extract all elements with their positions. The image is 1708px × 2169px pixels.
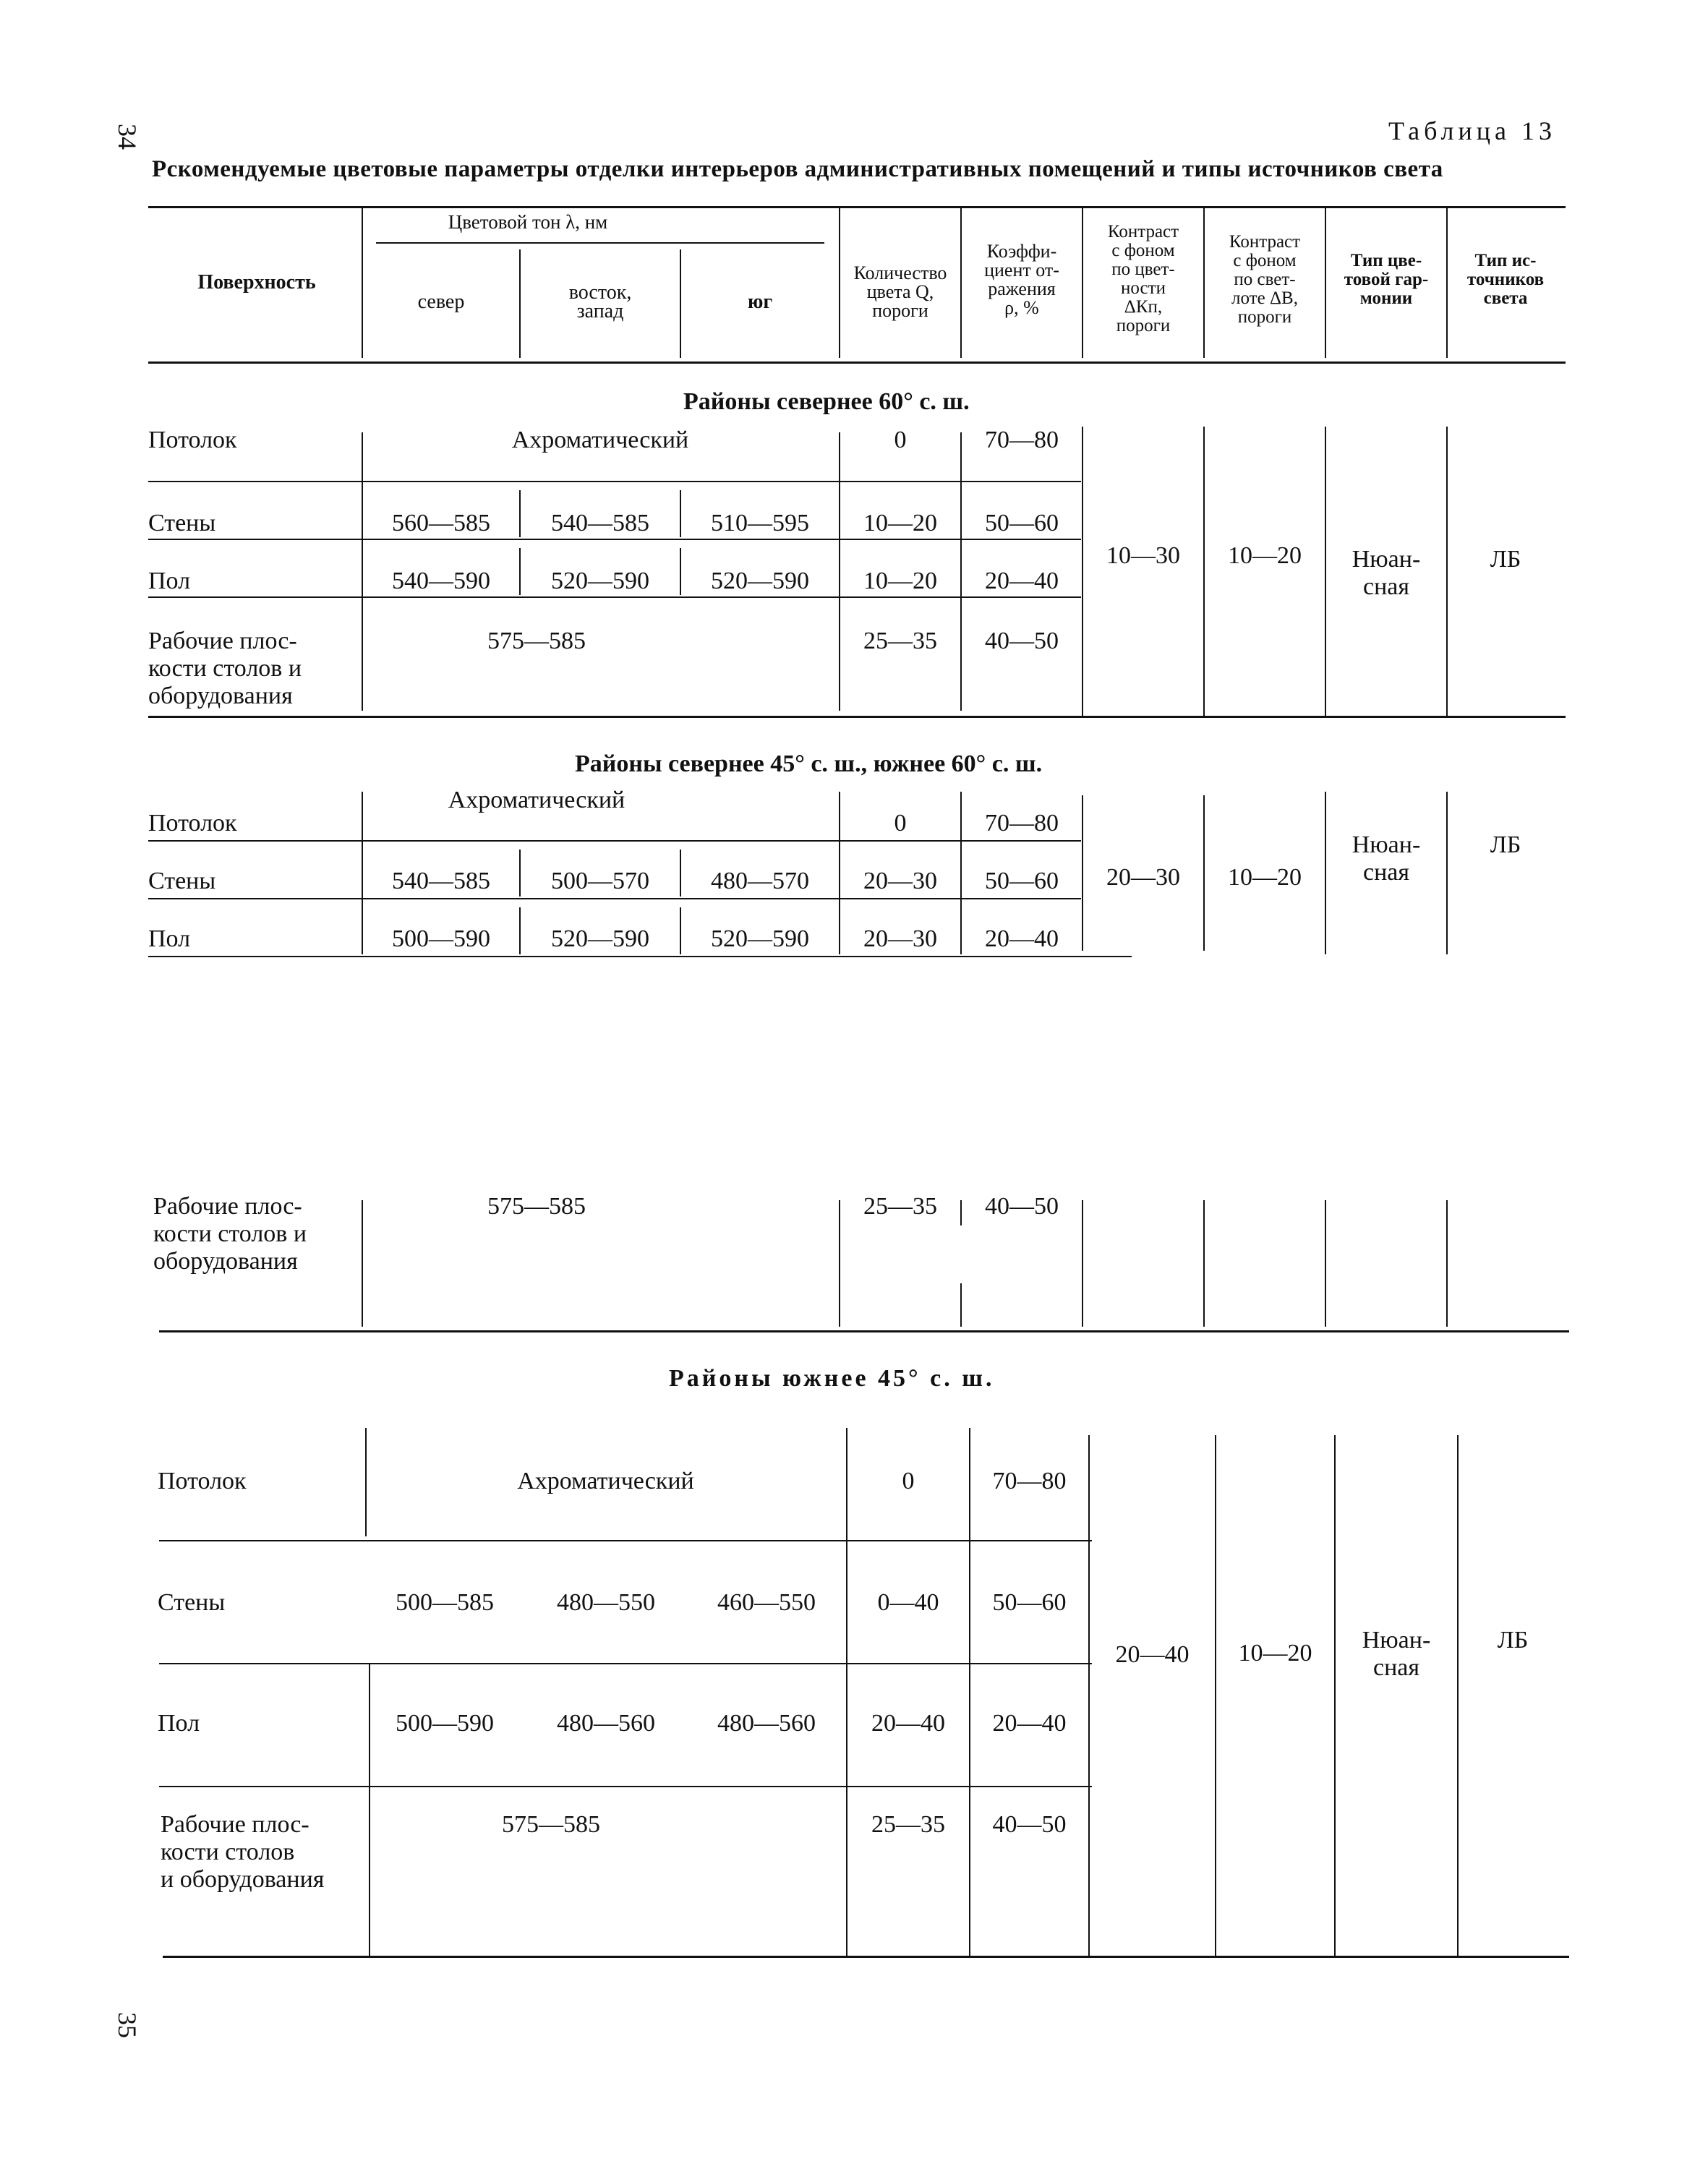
s2-floor-label: Пол (148, 925, 191, 952)
table-title: Рскомендуемые цветовые параметры отделки интерьеров административных помещений и типы источников света (152, 156, 1443, 182)
s3-walls-rho: 50—60 (992, 1589, 1067, 1616)
s2-work-hue: 575—585 (487, 1193, 586, 1220)
s1-work-q: 25—35 (863, 628, 937, 654)
s1-ceiling-label: Потолок (148, 427, 237, 453)
s1-ceiling-rho: 70—80 (985, 427, 1059, 453)
s1-work-label: Рабочие плос- кости столов и оборудования (148, 628, 302, 709)
s3-harmony: Нюан- сная (1362, 1627, 1431, 1681)
s1-ceiling-q: 0 (894, 427, 907, 453)
header-bottom-rule (148, 362, 1566, 364)
s2-work-q: 25—35 (863, 1193, 937, 1220)
s3-work-q: 25—35 (871, 1811, 945, 1838)
s3-floor-label: Пол (158, 1710, 200, 1737)
header-surface: Поверхность (197, 271, 316, 294)
s1-walls-rho: 50—60 (985, 510, 1059, 536)
hue-group-rule (376, 242, 824, 244)
s3-work-rho: 40—50 (992, 1811, 1067, 1838)
s3-walls-ew: 480—550 (557, 1589, 655, 1616)
s3-ceiling-label: Потолок (158, 1468, 247, 1494)
page-number-top: 34 (113, 124, 142, 150)
s2-work-rho: 40—50 (985, 1193, 1059, 1220)
table-label: Таблица 13 (1388, 116, 1556, 145)
header-top-rule (148, 206, 1566, 208)
s2-contrast-color: 20—30 (1106, 864, 1180, 891)
s2-walls-north: 540—585 (392, 868, 490, 894)
header-north: север (417, 291, 465, 313)
s3-contrast-color: 20—40 (1115, 1641, 1190, 1668)
s1-floor-label: Пол (148, 568, 191, 594)
header-contrast-light: Контраст с фоном по свет- лоте ΔB, пороги (1229, 232, 1301, 327)
s2-ceiling-rho: 70—80 (985, 810, 1059, 837)
s3-contrast-light: 10—20 (1238, 1640, 1312, 1667)
s1-harmony: Нюан- сная (1352, 546, 1421, 600)
s2-floor-ew: 520—590 (551, 925, 649, 952)
s1-floor-south: 520—590 (711, 568, 809, 594)
s2-walls-q: 20—30 (863, 868, 937, 894)
s3-ceiling-q: 0 (902, 1468, 915, 1494)
s1-contrast-light: 10—20 (1228, 542, 1302, 569)
s3-walls-label: Стены (158, 1589, 226, 1616)
header-south: юг (747, 291, 773, 313)
s2-walls-ew: 500—570 (551, 868, 649, 894)
s2-floor-rho: 20—40 (985, 925, 1059, 952)
s2-work-label: Рабочие плос- кости столов и оборудования (153, 1193, 307, 1275)
s1-source: ЛБ (1490, 546, 1521, 573)
header-source: Тип ис- точников света (1466, 251, 1545, 308)
s2-harmony: Нюан- сная (1352, 831, 1421, 886)
s3-floor-rho: 20—40 (992, 1710, 1067, 1737)
s1-floor-ew: 520—590 (551, 568, 649, 594)
s2-walls-south: 480—570 (711, 868, 809, 894)
header-reflectance: Коэффи- циент от- ражения ρ, % (984, 241, 1059, 318)
s2-floor-q: 20—30 (863, 925, 937, 952)
s1-floor-rho: 20—40 (985, 568, 1059, 594)
section-3-title: Районы южнее 45° с. ш. (669, 1365, 995, 1392)
page-number-bottom: 35 (113, 2012, 142, 2038)
s1-floor-north: 540—590 (392, 568, 490, 594)
s1-ceiling-hue: Ахроматический (511, 427, 689, 453)
header-hue-group: Цветовой тон λ, нм (448, 211, 608, 233)
s2-floor-south: 520—590 (711, 925, 809, 952)
section-1-title: Районы севернее 60° с. ш. (683, 388, 970, 415)
s3-walls-south: 460—550 (717, 1589, 816, 1616)
s3-ceiling-hue: Ахроматический (517, 1468, 694, 1494)
s2-ceiling-hue: Ахроматический (448, 787, 625, 813)
s3-ceiling-rho: 70—80 (992, 1468, 1067, 1494)
s1-walls-north: 560—585 (392, 510, 490, 536)
header-quantity: Количество цвета Q, пороги (853, 262, 947, 321)
s1-walls-q: 10—20 (863, 510, 937, 536)
s3-walls-north: 500—585 (396, 1589, 494, 1616)
s1-walls-ew: 540—585 (551, 510, 649, 536)
s3-source: ЛБ (1497, 1627, 1529, 1654)
s3-work-hue: 575—585 (502, 1811, 600, 1838)
s1-work-hue: 575—585 (487, 628, 586, 654)
s2-source: ЛБ (1490, 831, 1521, 858)
s2-walls-rho: 50—60 (985, 868, 1059, 894)
s2-walls-label: Стены (148, 868, 216, 894)
s1-walls-label: Стены (148, 510, 216, 536)
s3-floor-north: 500—590 (396, 1710, 494, 1737)
header-east-west: восток, запад (568, 281, 632, 322)
s3-floor-q: 20—40 (871, 1710, 945, 1737)
header-contrast-color: Контраст с фоном по цвет- ности ΔКп, пороги (1107, 222, 1179, 335)
s3-walls-q: 0—40 (877, 1589, 939, 1616)
s3-work-label: Рабочие плос- кости столов и оборудования (161, 1811, 325, 1893)
s3-floor-ew: 480—560 (557, 1710, 655, 1737)
section-2-title: Районы севернее 45° с. ш., южнее 60° с. ш. (575, 750, 1043, 777)
s1-work-rho: 40—50 (985, 628, 1059, 654)
s2-floor-north: 500—590 (392, 925, 490, 952)
s3-floor-south: 480—560 (717, 1710, 816, 1737)
s2-ceiling-label: Потолок (148, 810, 237, 837)
s1-walls-south: 510—595 (711, 510, 809, 536)
header-harmony: Тип цве- товой гар- монии (1344, 251, 1429, 308)
s2-contrast-light: 10—20 (1228, 864, 1302, 891)
s1-contrast-color: 10—30 (1106, 542, 1180, 569)
s2-ceiling-q: 0 (894, 810, 907, 837)
s1-floor-q: 10—20 (863, 568, 937, 594)
